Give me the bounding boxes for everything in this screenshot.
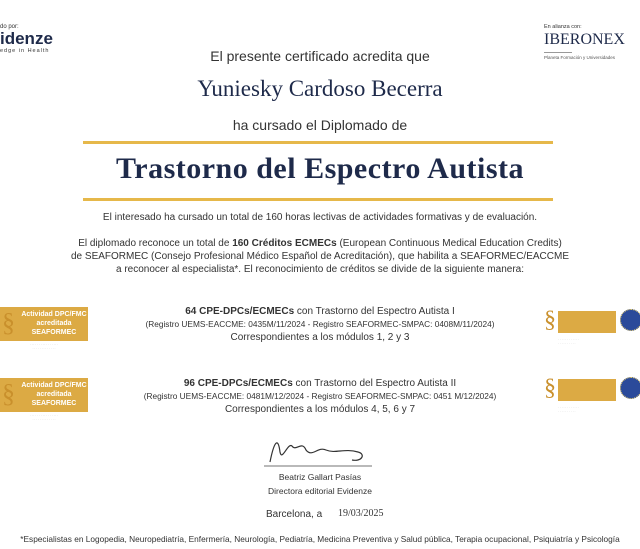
credits-pre: El diplomado reconoce un total de — [78, 238, 233, 249]
module-list: Correspondientes a los módulos 1, 2 y 3 — [230, 332, 410, 343]
badge-text: Actividad DPC/FMC acreditada SEAFORMEC — [0, 307, 88, 341]
intro-text: El presente certificado acredita que — [210, 48, 430, 64]
alliance-caption: En alianza con: — [544, 24, 582, 30]
course-intro: ha cursado el Diplomado de — [232, 117, 408, 133]
seaformec-icon: § — [544, 375, 556, 401]
module-registry: (Registro UEMS-EACCME: 0435M/11/2024 - Registro SEAFORMEC-SMPAC: 0408M/11/2024) — [145, 319, 495, 329]
footnote: *Especialistas en Logopedia, Neuropediatría, Enfermería, Neurología, Pediatría, Medicina Preventiva y Salud pública, Terapia ocupacional, Psiquiatría y Psicología — [20, 534, 620, 544]
logo-brand: idenze — [0, 29, 53, 48]
module-registry: (Registro UEMS-EACCME: 0481M/12/2024 - Registro SEAFORMEC-SMPAC: 0451 M/12/2024) — [143, 391, 497, 401]
credits-paragraph — [0, 237, 640, 276]
uems-badge: § · · · · · · · · · · · · · · · · · · · · · · — [544, 307, 639, 355]
eaccme-icon — [620, 309, 640, 331]
date: 19/03/2025 — [338, 508, 384, 519]
signature-image — [262, 432, 382, 472]
credits-line3: a reconocer al especialista*. El reconocimiento de créditos se divide de la siguiente manera: — [115, 264, 524, 275]
seaformec-icon: § — [544, 307, 556, 333]
uems-badge: § · · · · · · · · · · · · · · · · · · · · · · — [544, 375, 639, 423]
logo-tagline: edge in Health — [0, 48, 50, 54]
divider-top — [83, 141, 553, 144]
seaformec-badge: Actividad DPC/FMC acreditada SEAFORMEC § · · · · · · · · · · · · · · · · · · · · · · · · · · · · · — [2, 308, 87, 350]
course-title: Trastorno del Espectro Autista — [115, 152, 525, 185]
seaformec-icon: § — [2, 379, 15, 408]
hours-text: El interesado ha cursado un total de 160 horas lectivas de actividades formativas y de evaluación. — [102, 212, 538, 223]
module-list: Correspondientes a los módulos 4, 5, 6 y 7 — [224, 404, 416, 415]
place: Barcelona, a — [266, 509, 323, 520]
signer-name: Beatriz Gallart Pasías — [278, 472, 362, 482]
seaformec-icon: § — [2, 308, 15, 337]
credits-bold: 160 Créditos ECMECs — [232, 238, 337, 249]
module-title: con Trastorno del Espectro Autista I — [294, 306, 455, 317]
signer-role: Directora editorial Evidenze — [268, 486, 372, 496]
seaformec-badge: Actividad DPC/FMC acreditada SEAFORMEC § · · · · · · · · · · · · · · · · · · · · · · · · · · · · · — [2, 379, 87, 421]
iberonex-brand: IBERONEX — [544, 31, 625, 48]
badge-text: Actividad DPC/FMC acreditada SEAFORMEC — [0, 378, 88, 412]
eaccme-icon — [620, 377, 640, 399]
divider-bottom — [83, 198, 553, 201]
module-credits: 64 CPE-DPCs/ECMECs — [185, 306, 295, 317]
module-credits: 96 CPE-DPCs/ECMECs — [183, 378, 293, 389]
credits-post: (European Continuous Medical Education Credits) — [336, 238, 562, 249]
iberonex-sub: Planeta Formación y Universidades — [544, 55, 616, 60]
recipient-name: Yuniesky Cardoso Becerra — [197, 76, 443, 101]
module-title: con Trastorno del Espectro Autista II — [292, 378, 457, 389]
logo-caption: do por: — [0, 24, 19, 30]
credits-line2: de SEAFORMEC (Consejo Profesional Médico Español de Acreditación), que habilita a SEAFORMEC/EACCME — [71, 251, 569, 262]
